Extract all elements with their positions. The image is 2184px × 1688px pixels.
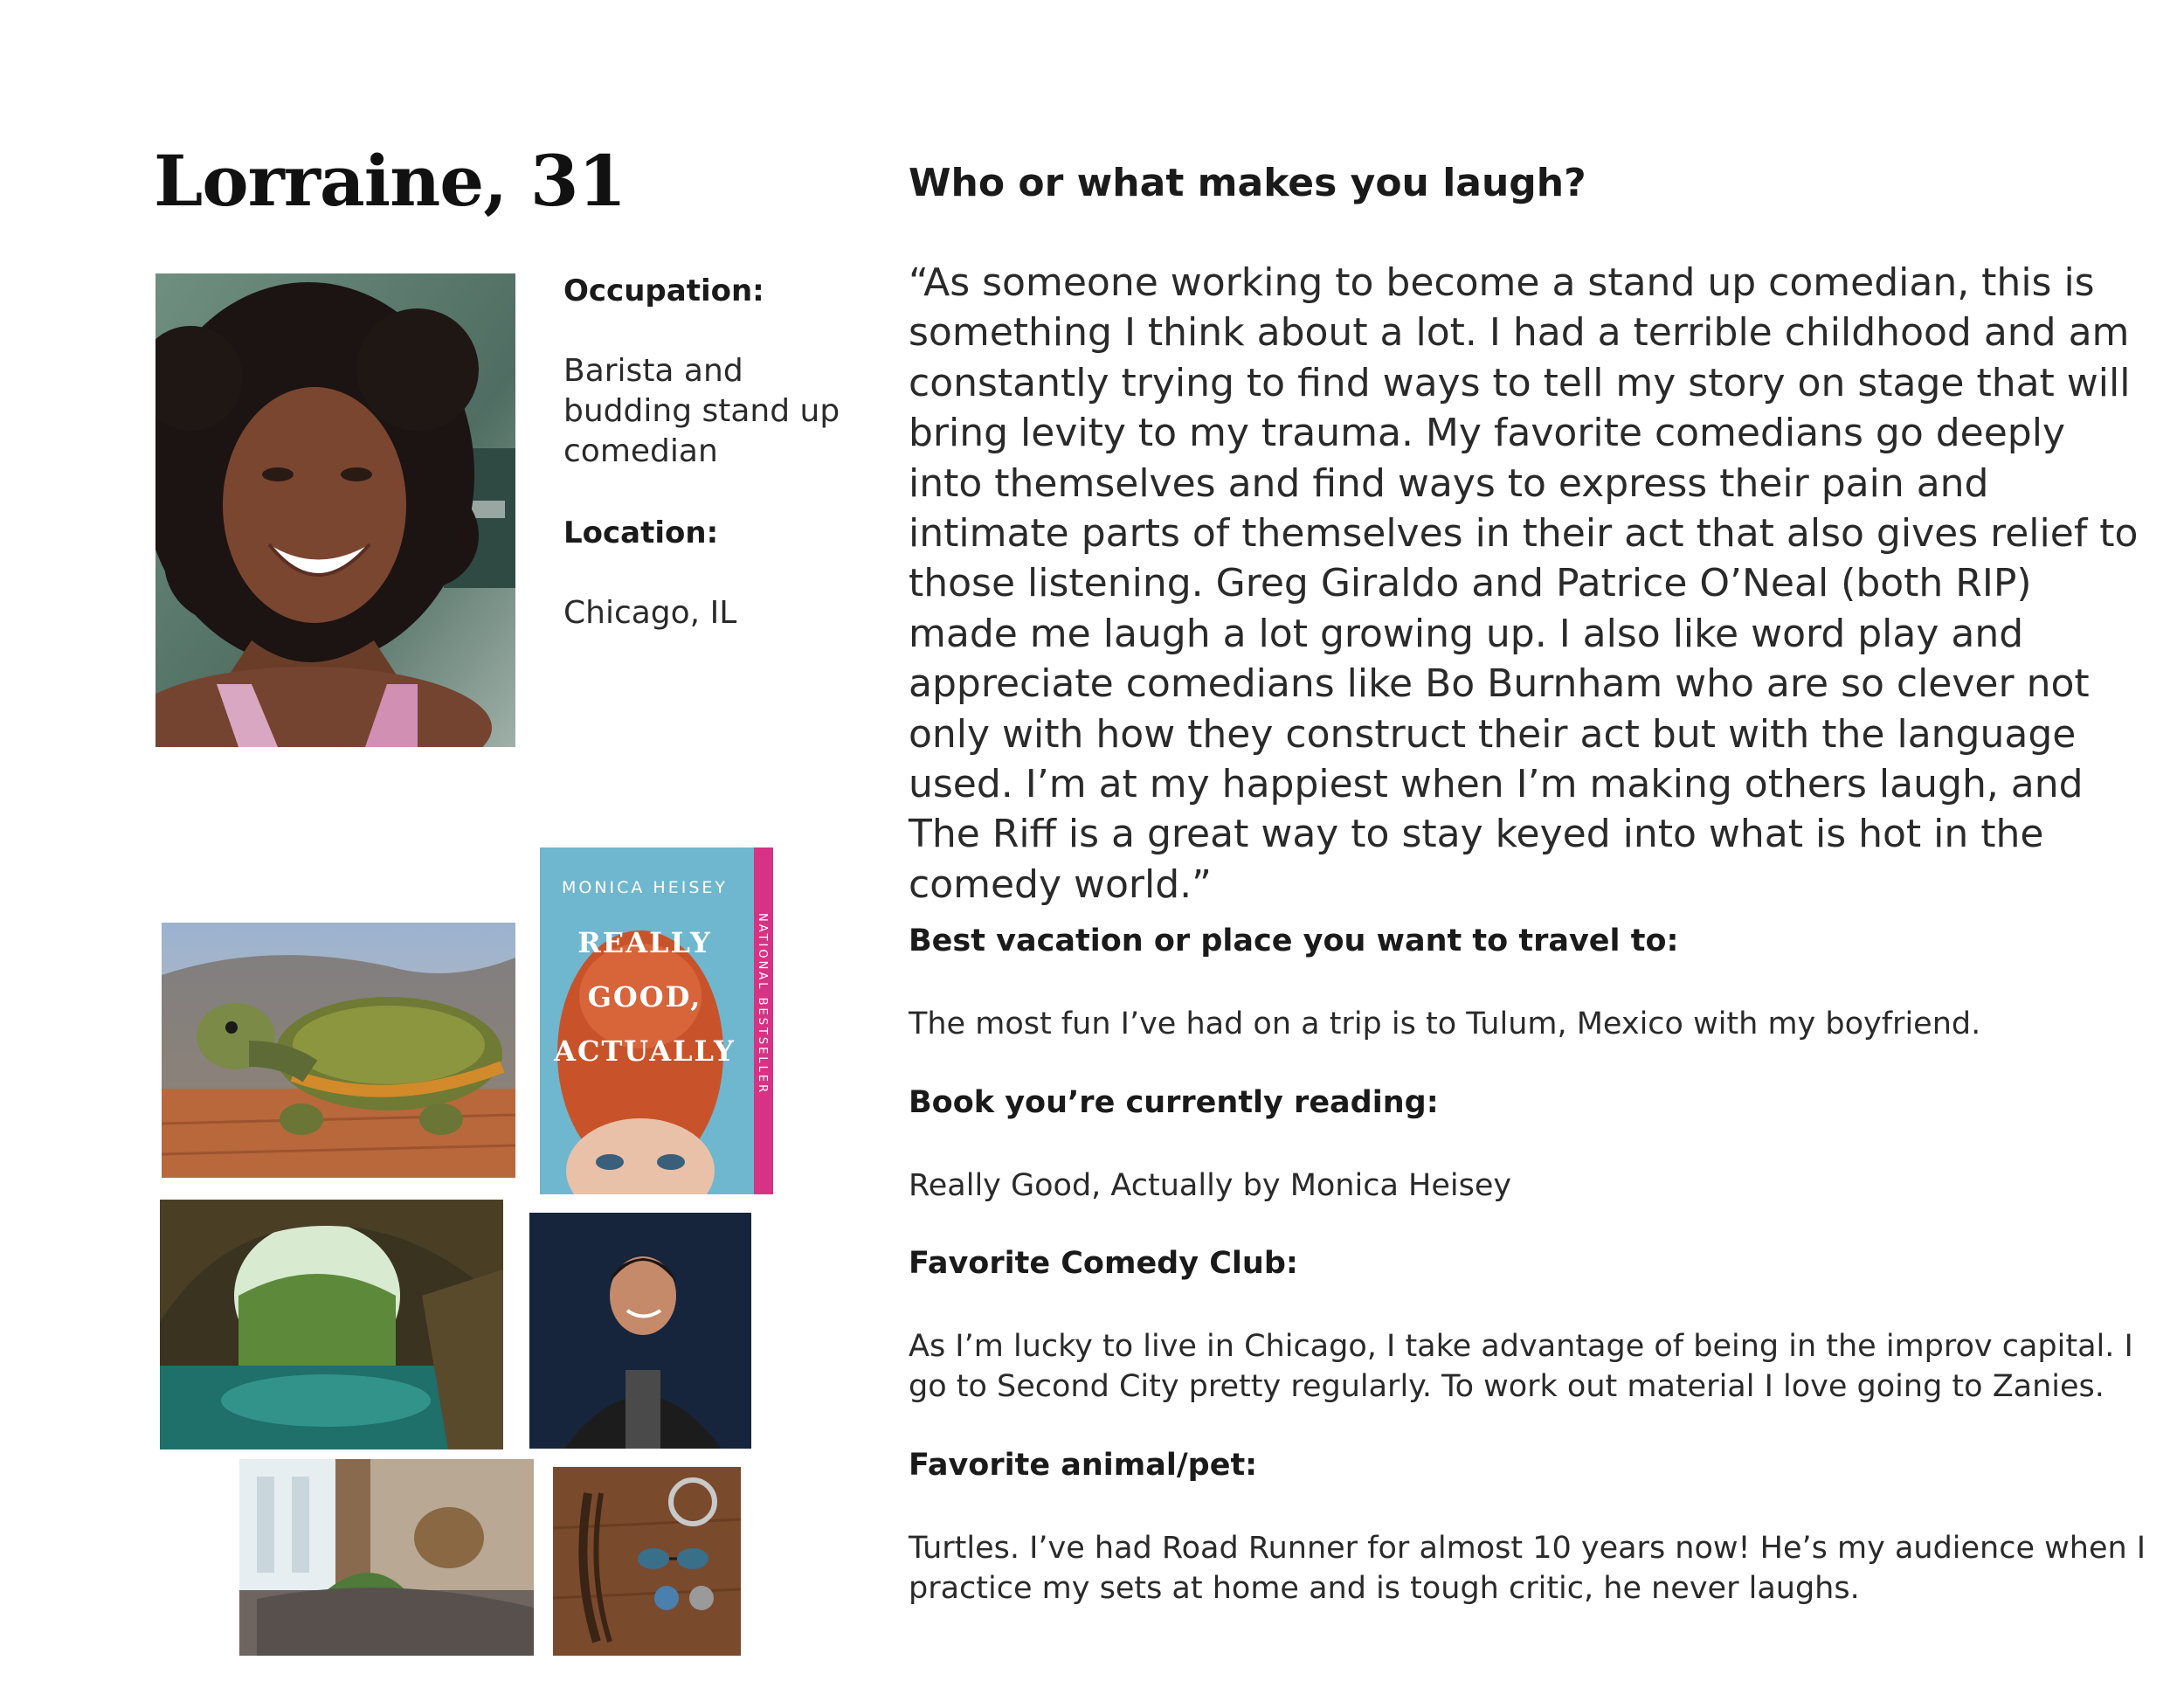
- occupation-label: Occupation:: [563, 273, 764, 308]
- comedy-club-value: As I’m lucky to live in Chicago, I take advantage of being in the improv capital. I go to Second City pretty regularly. To work out material I love going to Zanies.: [909, 1329, 2133, 1404]
- book-label: Book you’re currently reading:: [909, 1085, 1439, 1120]
- portrait-photo: [156, 273, 515, 747]
- book-title-line-1: REALLY: [577, 926, 712, 959]
- book-value: Really Good, Actually by Monica Heisey: [909, 1168, 1512, 1203]
- bedroom-photo: [239, 1459, 534, 1656]
- comedian-photo: [529, 1213, 751, 1449]
- turtle-photo: [162, 923, 515, 1178]
- laugh-question: Who or what makes you laugh?: [909, 161, 1586, 205]
- vacation-value: The most fun I’ve had on a trip is to Tulum, Mexico with my boyfriend.: [909, 1007, 1981, 1041]
- laugh-answer: “As someone working to become a stand up comedian, this is something I think about a lot. I had a terrible childhood and am constantly trying to find ways to tell my story on stage that will bring levity to my trauma. My favorite comedians go deeply into themselves and find ways to express their pain and intimate parts of themselves in their act that also gives relief to those listening. Greg Giraldo and Patrice O’Neal (both RIP) made me laugh a lot growing up. I also like word play and appreciate comedians like Bo Burnham who are so clever not only with how they construct their act but with the language used. I’m at my happiest when I’m making others laugh, and The Riff is a great way to stay keyed into what is hot in the comedy world.”: [909, 260, 2139, 907]
- vacation-label: Best vacation or place you want to travel to:: [909, 924, 1679, 958]
- book-cover: [540, 847, 773, 1194]
- location-value: Chicago, IL: [563, 595, 737, 631]
- accessories-flatlay-photo: [553, 1467, 741, 1656]
- book-title-line-2: GOOD,: [587, 980, 702, 1013]
- pet-label: Favorite animal/pet:: [909, 1448, 1258, 1483]
- book-author: MONICA HEISEY: [561, 878, 729, 897]
- occupation-value: Barista and budding stand up comedian: [563, 353, 840, 469]
- profile-name: Lorraine, 31: [154, 140, 626, 222]
- book-spine-text: NATIONAL BESTSELLER: [756, 913, 769, 1096]
- pet-value: Turtles. I’ve had Road Runner for almost 10 years now! He’s my audience when I practice my sets at home and is tough critic, he never laughs.: [909, 1531, 2146, 1606]
- cenote-photo: [160, 1200, 503, 1449]
- comedy-club-label: Favorite Comedy Club:: [909, 1246, 1298, 1281]
- location-label: Location:: [563, 515, 719, 550]
- book-title-line-3: ACTUALLY: [554, 1034, 736, 1068]
